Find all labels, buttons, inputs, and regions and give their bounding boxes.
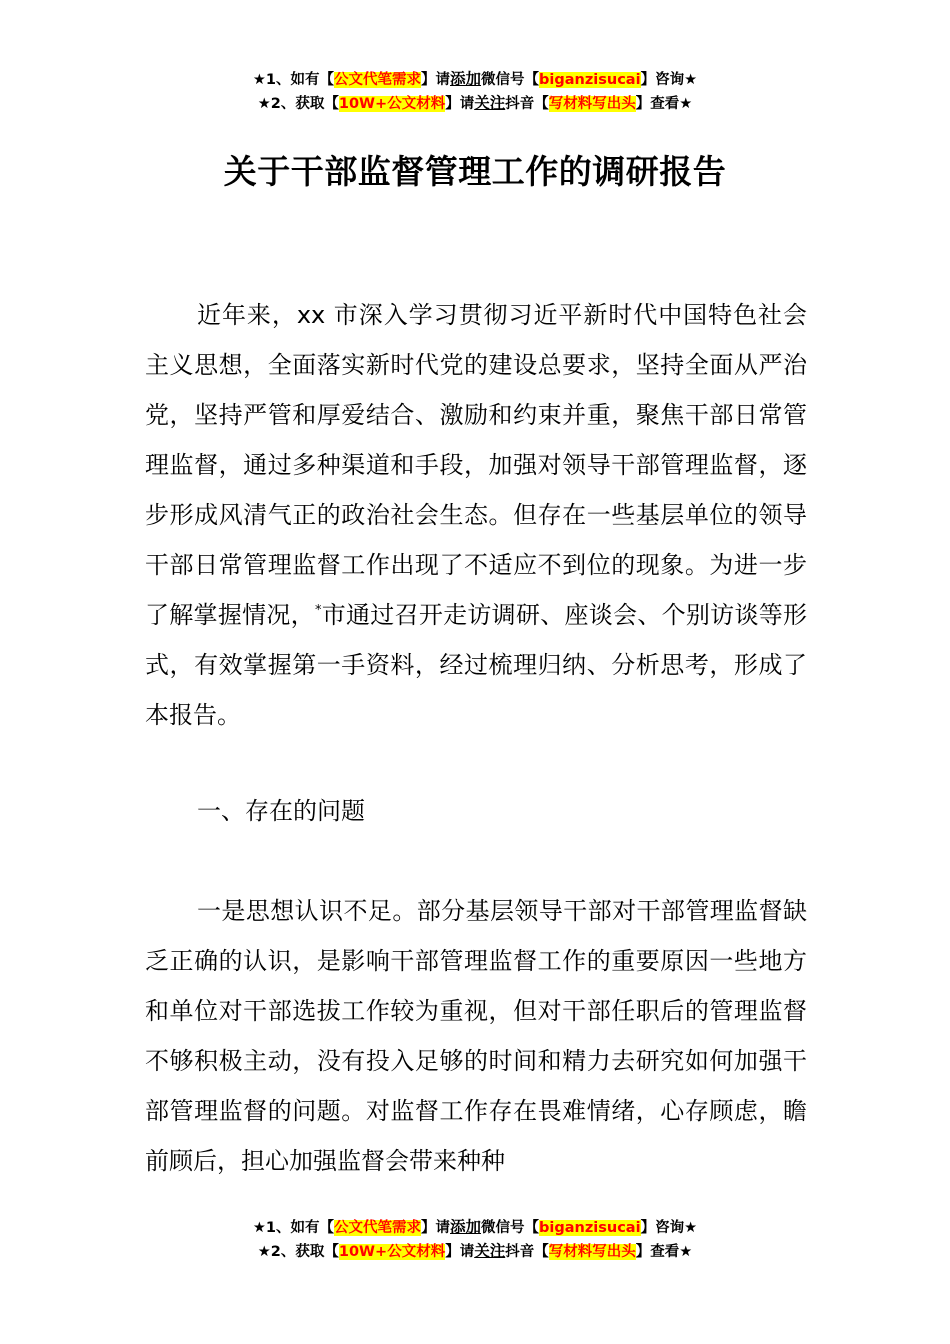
- intro-text-part-1: 近年来，xx 市深入学习贯彻习近平新时代中国特色社会主义思想，全面落实新时代党的建设总要求，坚持全面从严治党，坚持严管和厚爱结合、激励和约束并重，聚焦干部日常管理监督，通过多种渠道和手段，加强对领导干部管理监督，逐步形成风清气正的政治社会生态。但存在一些基层单位的领导干部日常管理监督工作出现了不适应不到位的现象。为进一步了解掌握情况，: [145, 301, 807, 629]
- banner-highlight: 写材料写出头: [548, 96, 636, 112]
- banner-text: ★2、获取【: [257, 1244, 339, 1260]
- banner-text: 微信号【: [481, 1220, 540, 1236]
- intro-text-part-2: 市通过召开走访调研、座谈会、个别访谈等形式，有效掌握第一手资料，经过梳理归纳、分析思考，形成了本报告。: [145, 601, 808, 729]
- banner-line-2: [0, 92, 950, 116]
- banner-text: 】查看★: [635, 96, 693, 112]
- banner-emphasis: 关注: [474, 94, 506, 112]
- banner-text: 】查看★: [635, 1244, 693, 1260]
- banner-line-1: [0, 1216, 950, 1240]
- section-heading: [145, 786, 807, 836]
- banner-emphasis: 关注: [474, 1242, 506, 1260]
- banner-text: 抖音【: [505, 96, 549, 112]
- banner-text: 】咨询★: [640, 72, 698, 88]
- intro-paragraph: [145, 290, 807, 740]
- banner-highlight: 公文代笔需求: [334, 72, 421, 88]
- banner-line-1: [0, 68, 950, 92]
- banner-highlight: 写材料写出头: [548, 1244, 636, 1260]
- banner-highlight: 10W+公文材料: [338, 1244, 446, 1260]
- banner-emphasis: 添加: [450, 70, 482, 88]
- banner-text: 】咨询★: [640, 1220, 698, 1236]
- footer-banner: [0, 1216, 950, 1264]
- banner-text: 】请: [445, 1244, 475, 1260]
- banner-highlight: biganzisucai: [539, 72, 641, 88]
- banner-highlight: 10W+公文材料: [338, 96, 446, 112]
- banner-text: 】请: [421, 72, 450, 88]
- banner-text: ★1、如有【: [252, 1220, 334, 1236]
- intro-superscript: *: [314, 603, 322, 618]
- banner-text: 】请: [445, 96, 475, 112]
- banner-text: 微信号【: [481, 72, 540, 88]
- banner-highlight: 公文代笔需求: [334, 1220, 421, 1236]
- banner-text: 抖音【: [505, 1244, 549, 1260]
- banner-emphasis: 添加: [450, 1218, 482, 1236]
- banner-highlight: biganzisucai: [539, 1220, 641, 1236]
- section-paragraph-text: 一是思想认识不足。部分基层领导干部对干部管理监督缺乏正确的认识，是影响干部管理监督工作的重要原因一些地方和单位对干部选拔工作较为重视，但对干部任职后的管理监督不够积极主动，没有投入足够的时间和精力去研究如何加强干部管理监督的问题。对监督工作存在畏难情绪，心存顾虑，瞻前顾后，担心加强监督会带来种种: [145, 897, 807, 1175]
- banner-text: ★2、获取【: [257, 96, 339, 112]
- header-banner: [0, 68, 950, 116]
- banner-line-2: [0, 1240, 950, 1264]
- banner-text: ★1、如有【: [252, 72, 334, 88]
- section-heading-text: 一、存在的问题: [197, 797, 365, 825]
- banner-text: 】请: [421, 1220, 450, 1236]
- section-paragraph: [145, 886, 807, 1186]
- document-title: 关于干部监督管理工作的调研报告: [223, 152, 727, 191]
